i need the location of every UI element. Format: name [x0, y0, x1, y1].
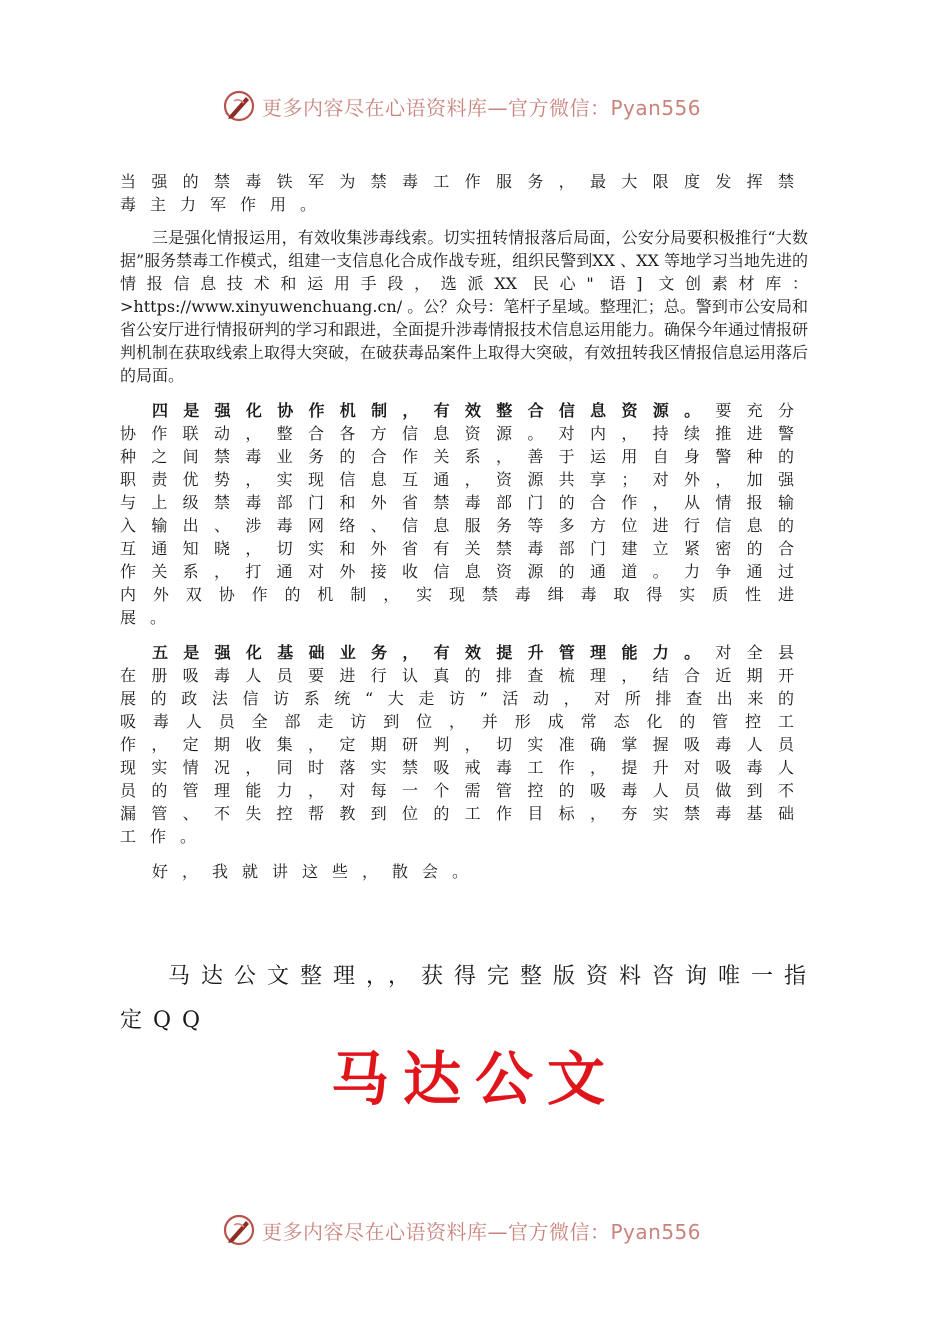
pen-logo-icon: [222, 1213, 256, 1247]
paragraph-4: [120, 641, 808, 848]
paragraph-3-lead: 四是强化协作机制，有效整合信息资源。: [152, 401, 716, 420]
brand-stamp: 马达公文: [330, 1045, 619, 1113]
paragraph-5: 好，我就讲这些，散会。: [152, 862, 483, 881]
closing-note-text: 马达公文整理，，获得完整版资料咨询唯一指定QQ: [120, 964, 818, 1033]
paragraph-4-body: 对全县在册吸毒人员要进行认真的排查梳理，结合近期开展的政法信访系统“大走访”活动，对所排查出来的吸毒人员全部走访到位，并形成常态化的管控工作，定期收集，定期研判，切实准确掌握吸毒人员现实情况，同时落实禁吸戒毒工作，提升对吸毒人员的管理能力，对每一个需管控的吸毒人员做到不漏管、不失控帮教到位的工作目标，夯实禁毒基础工作。: [120, 643, 808, 846]
document-body: [120, 170, 808, 883]
paragraph-3-body: 要充分协作联动，整合各方信息资源。对内，持续推进警种之间禁毒业务的合作关系，善于运用自身警种的职责优势，实现信息互通，资源共享；对外，加强与上级禁毒部门和外省禁毒部门的合作，从情报输入输出、涉毒网络、信息服务等多方位进行信息的互通知晓，切实和外省有关禁毒部门建立紧密的合作关系，打通对外接收信息资源的通道。力争通过内外双协作的机制，实现禁毒缉毒取得实质性进展。: [120, 401, 808, 627]
header-watermark: [222, 86, 701, 126]
paragraph-3: [120, 399, 808, 629]
watermark-text: 更多内容尽在心语资料库—官方微信：Pyan556: [262, 95, 702, 120]
closing-note: [120, 955, 820, 1043]
pen-logo-icon: [222, 89, 256, 123]
footer-watermark: [222, 1210, 701, 1250]
paragraph-1: 当强的禁毒铁军为禁毒工作服务，最大限度发挥禁毒主力军作用。: [120, 172, 808, 214]
paragraph-2: 三是强化情报运用，有效收集涉毒线索。切实扭转情报落后局面，公安分局要积极推行“大数据”服务禁毒工作模式，组建一支信息化合成作战专班，组织民警到XX 、XX 等地学习当地先进的情报信息技术和运用手段，选派XX 民心" 语] 文创素材库：>https://www.xinyuwenchuang.cn/ 。公？众号：笔杆子星域。整理汇；总。警到市公安局和省公安厅进行情报研判的学习和跟进，全面提升涉毒情报技术信息运用能力。确保今年通过情报研判机制在获取线索上取得大突破，在破获毒品案件上取得大突破，有效扭转我区情报信息运用落后的局面。: [120, 228, 809, 385]
paragraph-4-lead: 五是强化基础业务，有效提升管理能力。: [152, 643, 716, 662]
watermark-text: 更多内容尽在心语资料库—官方微信：Pyan556: [262, 1219, 702, 1244]
